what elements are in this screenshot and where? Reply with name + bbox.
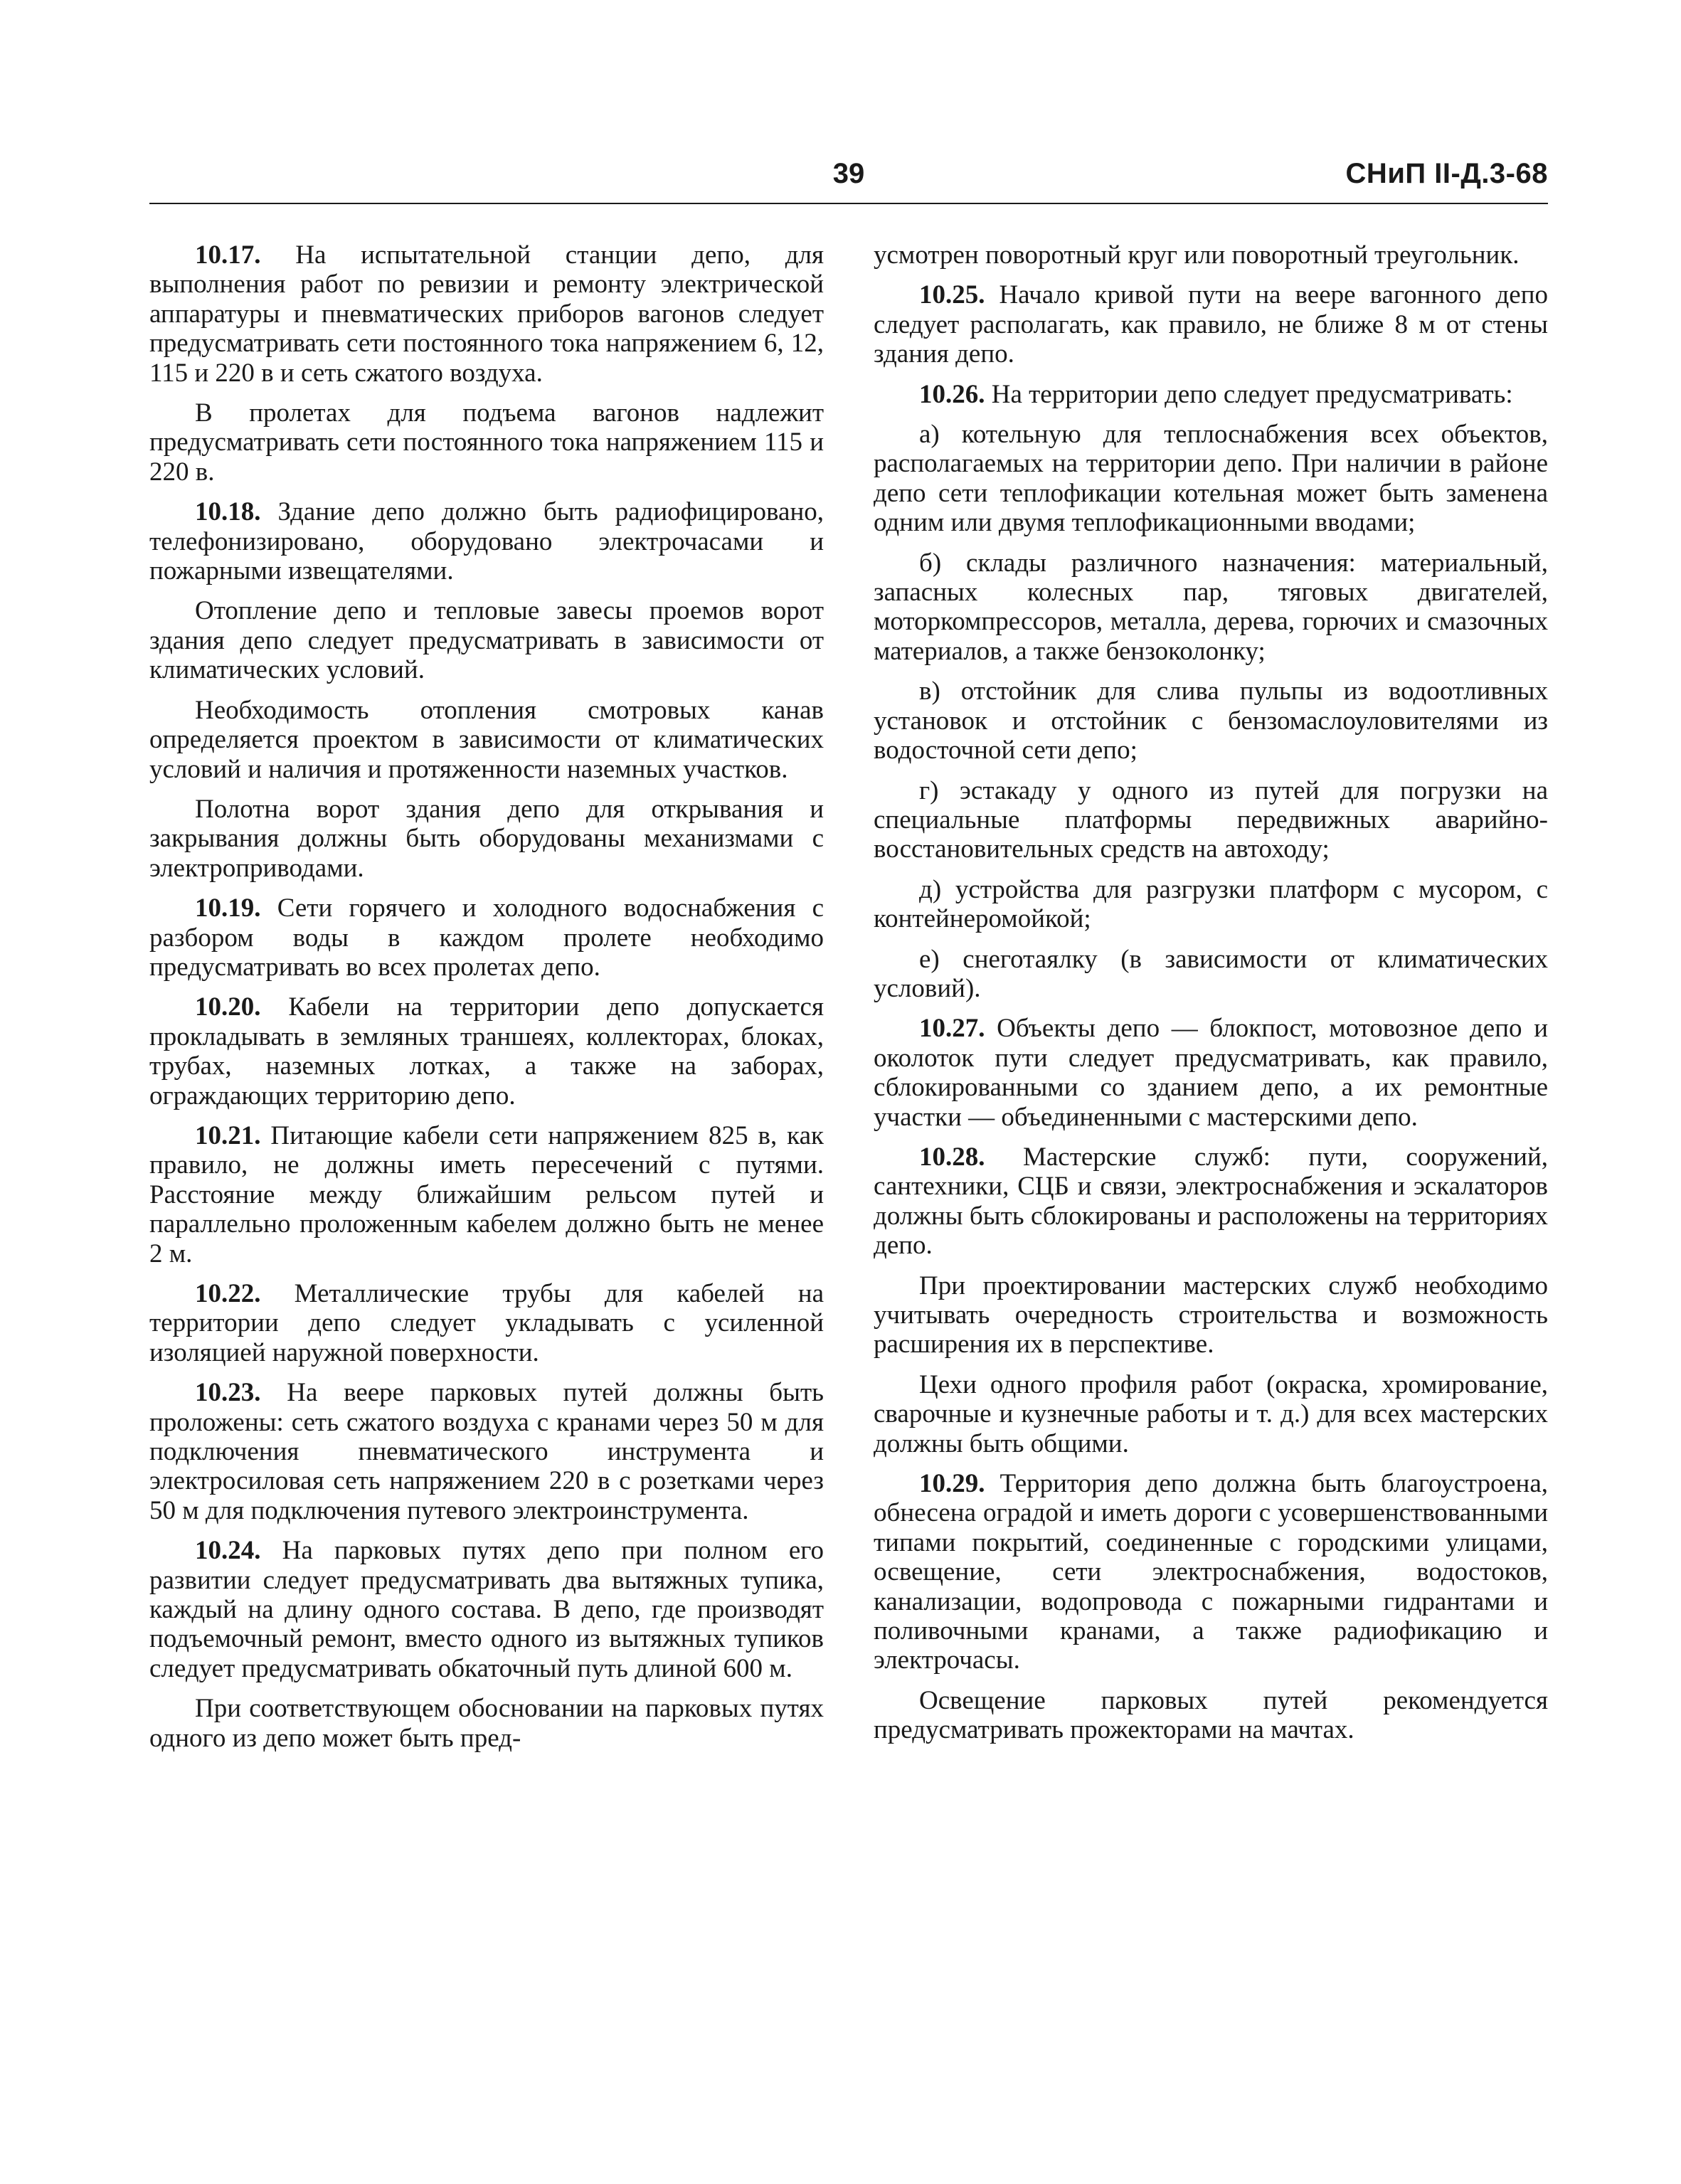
paragraph-text: При проектировании мастерских служб необходимо учитывать очередность строительства и возможность расширения их в перспективе.: [874, 1271, 1548, 1359]
paragraph-text: Кабели на территории депо допускается прокладывать в земляных траншеях, коллекторах, блоках, трубах, наземных лотках, а также на заборах, ограждающих территорию депо.: [149, 992, 824, 1110]
paragraph: [149, 240, 824, 388]
paragraph: [874, 1143, 1548, 1261]
clause-number: 10.19.: [195, 894, 261, 923]
paragraph: [149, 1121, 824, 1268]
paragraph-text: На парковых путях депо при полном его развитии следует предусматривать два вытяжных тупика, каждый на длину одного состава. В депо, где производят подъемочный ремонт, вместо одного из вытяжных тупиков следует предусматривать обкаточный путь длиной 600 м.: [149, 1536, 824, 1683]
paragraph-text: е) снеготаялку (в зависимости от климатических условий).: [874, 944, 1548, 1003]
paragraph: [874, 380, 1548, 409]
paragraph: [149, 497, 824, 585]
clause-number: 10.20.: [195, 992, 261, 1022]
paragraph: [149, 1378, 824, 1525]
right-column: [874, 240, 1548, 1756]
paragraph: [149, 894, 824, 982]
paragraph-text: На веере парковых путей должны быть проложены: сеть сжатого воздуха с кранами через 50 м для подключения пневматического инструмента и электросиловая сеть напряжением 220 в с розетками через 50 м для подключения путевого электроинструмента.: [149, 1378, 824, 1525]
paragraph: [874, 875, 1548, 934]
paragraph-text: г) эстакаду у одного из путей для погрузки на специальные платформы передвижных аварийно-восстановительных средств на автоходу;: [874, 775, 1548, 864]
paragraph-text: а) котельную для теплоснабжения всех объектов, располагаемых на территории депо. При наличии в районе депо сети теплофикации котельная может быть заменена одним или двумя теплофикационными вводами;: [874, 420, 1548, 538]
paragraph: [874, 1014, 1548, 1132]
paragraph: [874, 776, 1548, 864]
clause-number: 10.23.: [195, 1378, 261, 1408]
paragraph-text: в) отстойник для слива пульпы из водоотливных установок и отстойник с бензомаслоуловителями из водосточной сети депо;: [874, 677, 1548, 765]
paragraph: [149, 398, 824, 487]
paragraph-text: Освещение парковых путей рекомендуется предусматривать прожекторами на мачтах.: [874, 1685, 1548, 1745]
paragraph: [874, 945, 1548, 1004]
paragraph-text: На территории депо следует предусматривать:: [991, 379, 1513, 409]
paragraph-text: Металлические трубы для кабелей на территории депо следует укладывать с усиленной изоляцией наружной поверхности.: [149, 1279, 824, 1367]
paragraph-text: Цехи одного профиля работ (окраска, хромирование, сварочные и кузнечные работы и т. д.) для всех мастерских должны быть общими.: [874, 1369, 1548, 1458]
document-code: СНиП II-Д.3-68: [1345, 158, 1548, 189]
page-header: [149, 158, 1548, 201]
paragraph-text: усмотрен поворотный круг или поворотный треугольник.: [874, 240, 1520, 270]
paragraph-text: Отопление депо и тепловые завесы проемов ворот здания депо следует предусматривать в зависимости от климатических условий.: [149, 596, 824, 685]
paragraph-text: Полотна ворот здания депо для открывания и закрывания должны быть оборудованы механизмами с электроприводами.: [149, 794, 824, 883]
header-rule: [149, 203, 1548, 204]
paragraph: [149, 1279, 824, 1367]
paragraph: [149, 992, 824, 1110]
clause-number: 10.25.: [919, 280, 985, 310]
paragraph-text: Начало кривой пути на веере вагонного депо следует располагать, как правило, не ближе 8 м от стены здания депо.: [874, 280, 1548, 369]
clause-number: 10.27.: [919, 1014, 985, 1044]
paragraph: [874, 1370, 1548, 1458]
paragraph: [874, 280, 1548, 369]
clause-number: 10.26.: [919, 379, 985, 409]
left-column: [149, 240, 824, 1764]
clause-number: 10.17.: [195, 240, 261, 270]
clause-number: 10.28.: [919, 1142, 985, 1172]
paragraph: [149, 1694, 824, 1753]
page-number: 39: [832, 158, 865, 189]
clause-number: 10.18.: [195, 497, 261, 527]
paragraph: [874, 1469, 1548, 1675]
paragraph: [874, 677, 1548, 765]
paragraph-text: Объекты депо — блокпост, мотовозное депо и околоток пути следует предусматривать, как правило, сблокированными со зданием депо, а их ремонтные участки — объединенными с мастерскими депо.: [874, 1014, 1548, 1132]
paragraph: [874, 420, 1548, 538]
paragraph: [874, 1271, 1548, 1359]
paragraph: [149, 1536, 824, 1683]
paragraph: [874, 240, 1548, 270]
paragraph: [149, 596, 824, 684]
paragraph-text: При соответствующем обосновании на парковых путях одного из депо может быть пред-: [149, 1694, 824, 1753]
clause-number: 10.22.: [195, 1279, 261, 1308]
paragraph-text: д) устройства для разгрузки платформ с мусором, с контейнеромойкой;: [874, 874, 1548, 934]
paragraph-text: Необходимость отопления смотровых канав определяется проектом в зависимости от климатических условий и наличия и протяженности наземных участков.: [149, 695, 824, 784]
paragraph: [874, 1686, 1548, 1745]
paragraph-text: Мастерские служб: пути, сооружений, сантехники, СЦБ и связи, электроснабжения и эскалаторов должны быть сблокированы и расположены на территориях депо.: [874, 1142, 1549, 1261]
paragraph-text: Питающие кабели сети напряжением 825 в, как правило, не должны иметь пересечений с путями. Расстояние между ближайшим рельсом путей и параллельно проложенным кабелем должно быть не менее 2 м.: [149, 1120, 824, 1268]
paragraph-text: Территория депо должна быть благоустроена, обнесена оградой и иметь дороги с усовершенствованными типами покрытий, соединенные с городскими улицами, освещение, сети электроснабжения, водостоков, канализации, водопровода с пожарными гидрантами и поливочными кранами, а также радиофикацию и электрочасы.: [874, 1469, 1549, 1675]
paragraph-text: Сети горячего и холодного водоснабжения с разбором воды в каждом пролете необходимо предусматривать во всех пролетах депо.: [149, 894, 824, 982]
paragraph: [149, 696, 824, 784]
clause-number: 10.21.: [195, 1120, 261, 1150]
paragraph: [874, 548, 1548, 667]
clause-number: 10.29.: [919, 1469, 985, 1499]
paragraph-text: Здание депо должно быть радиофицировано, телефонизировано, оборудовано электрочасами и пожарными извещателями.: [149, 497, 824, 586]
paragraph-text: В пролетах для подъема вагонов надлежит предусматривать сети постоянного тока напряжением 115 и 220 в.: [149, 398, 824, 487]
paragraph-text: На испытательной станции депо, для выполнения работ по ревизии и ремонту электрической аппаратуры и пневматических приборов вагонов следует предусматривать сети постоянного тока напряжением 6, 12, 115 и 220 в и сеть сжатого воздуха.: [149, 240, 824, 388]
paragraph: [149, 795, 824, 883]
paragraph-text: б) склады различного назначения: материальный, запасных колесных пар, тяговых двигателей, моторкомпрессоров, металла, дерева, горючих и смазочных материалов, а также бензоколонку;: [874, 548, 1548, 666]
clause-number: 10.24.: [195, 1536, 261, 1566]
